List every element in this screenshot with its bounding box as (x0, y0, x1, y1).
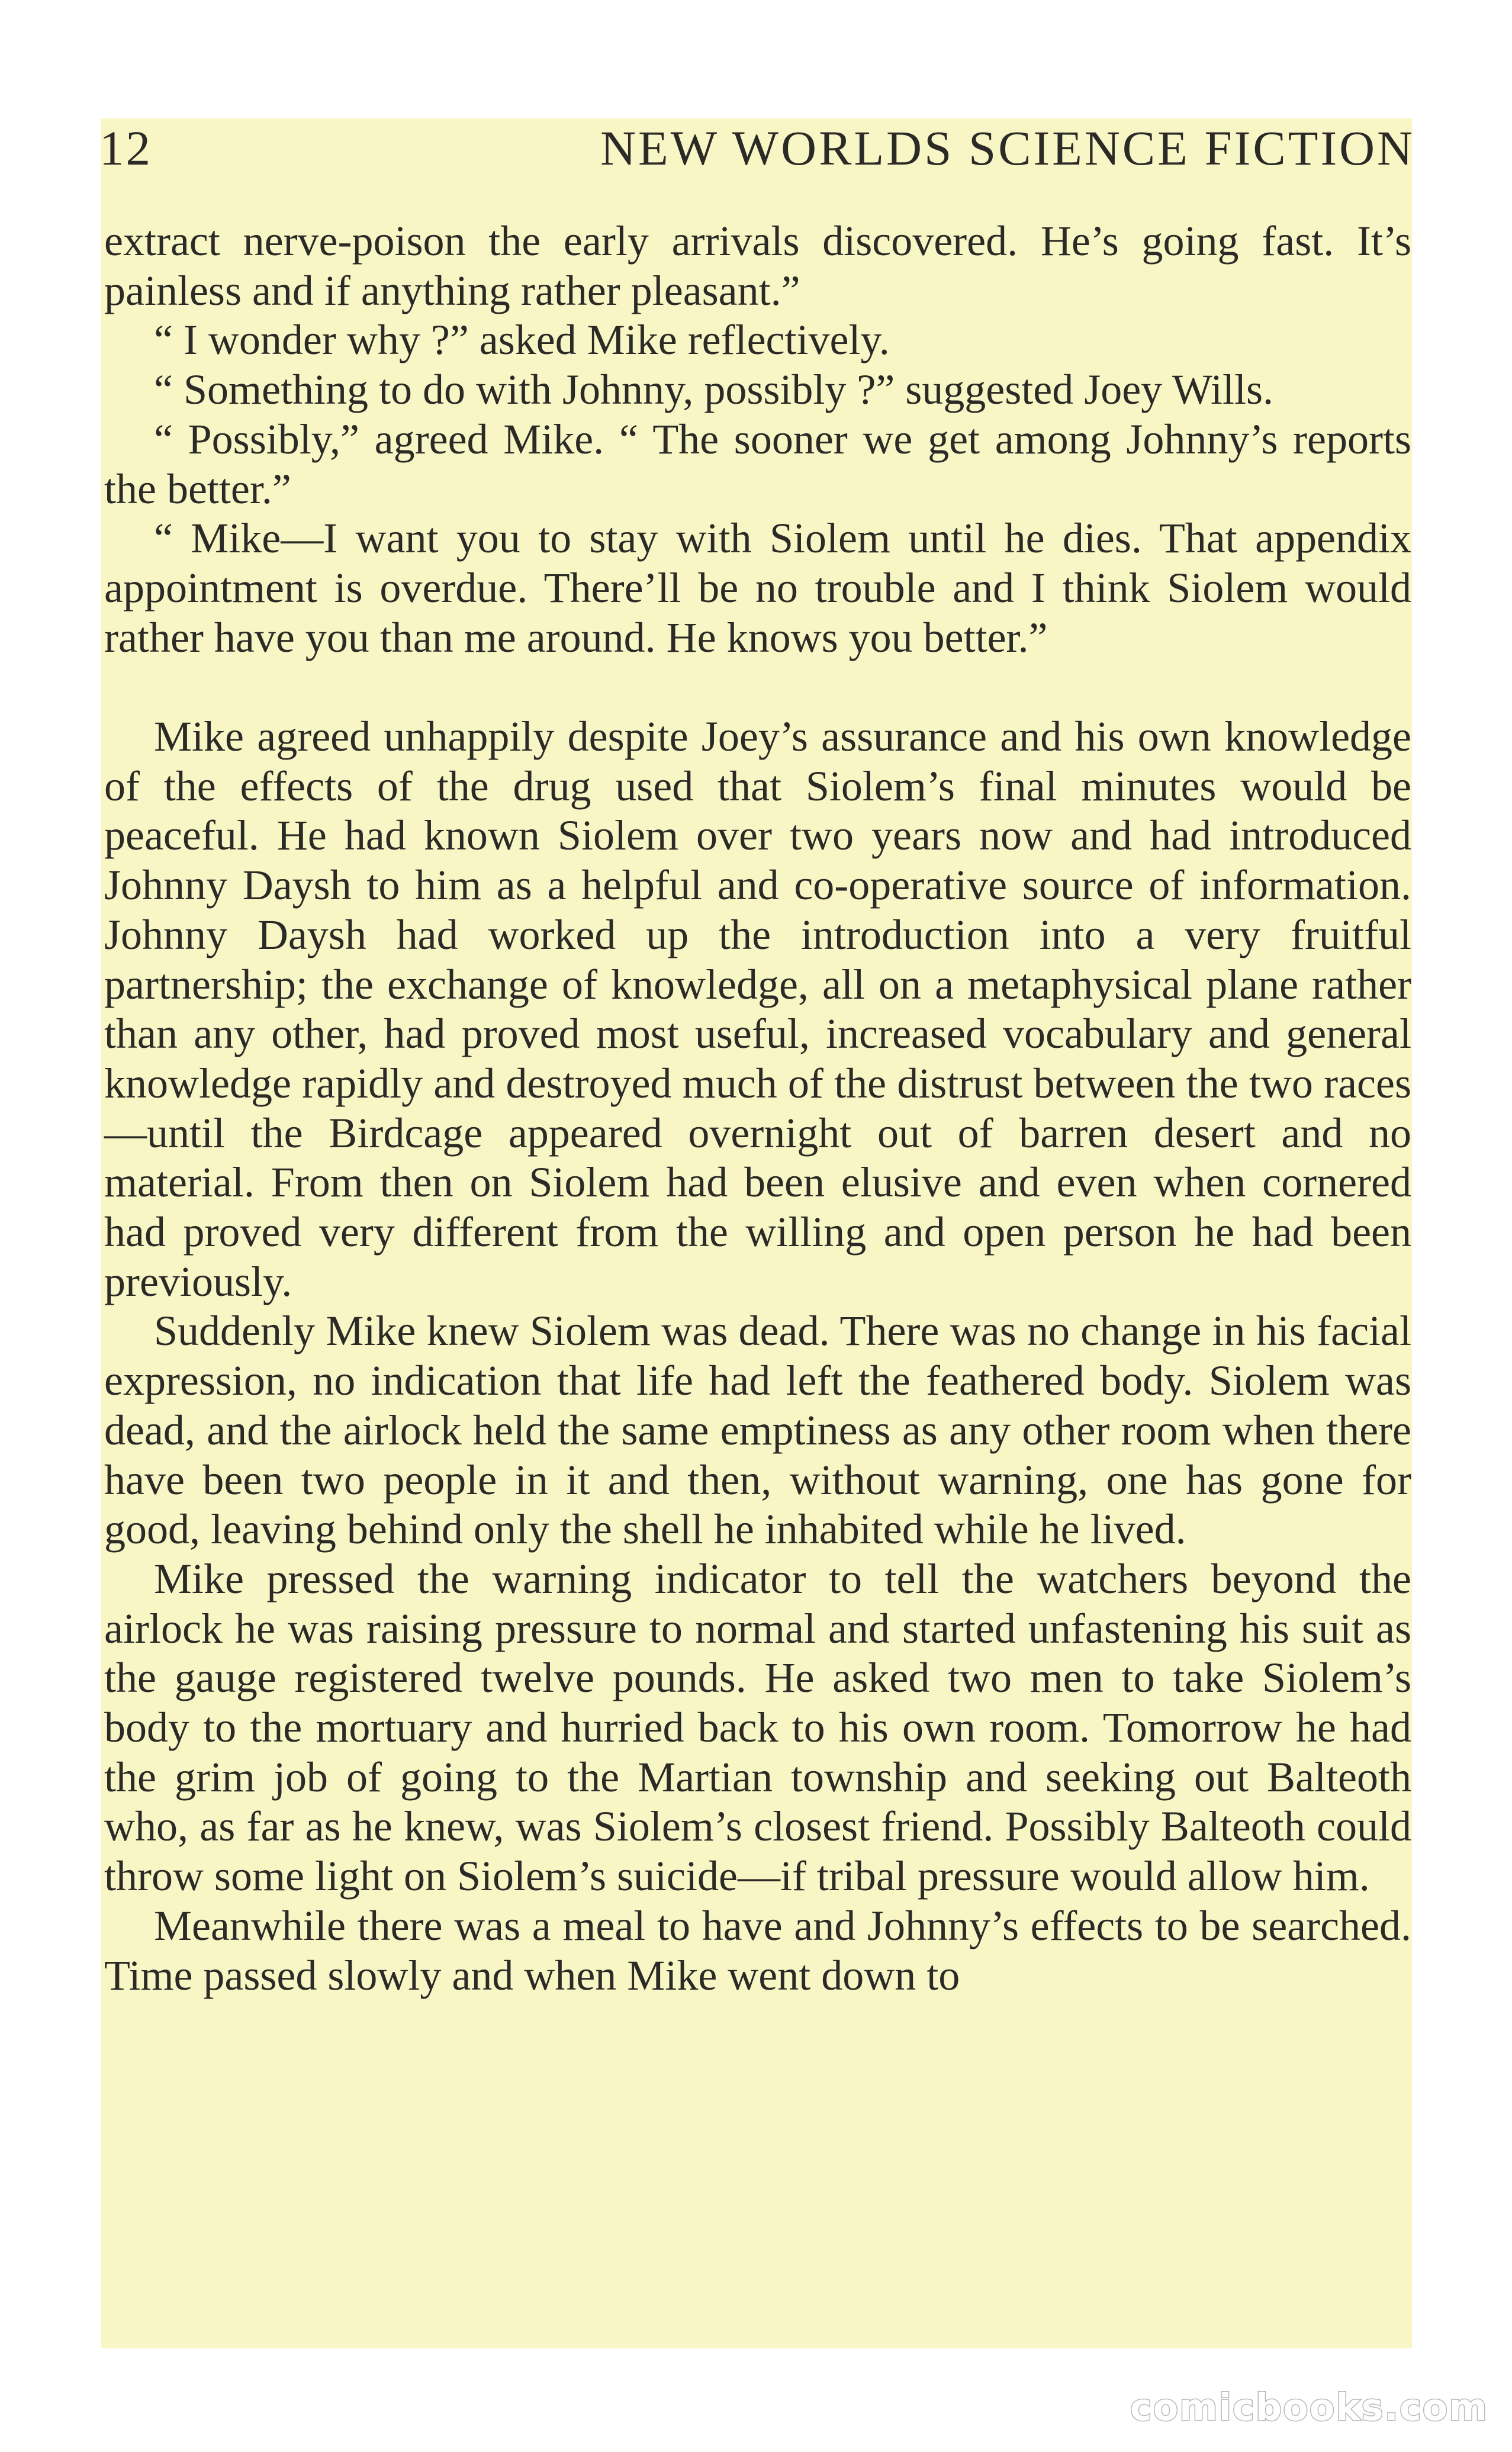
page-number: 12 (99, 121, 152, 175)
paragraph-continued: extract nerve-poison the early arrivals discovered. He’s going fast. It’s painless and if anything rather pleasant.” (104, 217, 1411, 314)
paragraph-dialogue: “ I wonder why ?” asked Mike reflectively. (154, 316, 890, 364)
paragraph: Mike pressed the warning indicator to tell the watchers beyond the airlock he was raising pressure to normal and started unfastening his suit as the gauge registered twelve pounds. He asked two men to take Siolem’s body to the mortuary and hurried back to his own room. Tomorrow he had the grim job of going to the Martian township and seeking out Balteoth who, as far as he knew, was Siolem’s closest friend. Possibly Balteoth could throw some light on Siolem’s suicide—if tribal pressure would allow him. (104, 1555, 1411, 1900)
paragraph: Meanwhile there was a meal to have and Johnny’s effects to be searched. Time passed slowly and when Mike went down to (104, 1901, 1411, 1999)
running-title: NEW WORLDS SCIENCE FICTION (600, 121, 1415, 175)
watermark: comicbooks.com (1130, 2386, 1488, 2429)
paragraph-dialogue: “ Possibly,” agreed Mike. “ The sooner we get among Johnny’s reports the better.” (104, 415, 1411, 513)
paragraph: Mike agreed unhappily despite Joey’s assurance and his own knowledge of the effects of the drug used that Siolem’s final minutes would be peaceful. He had known Siolem over two years now and had introduced Johnny Daysh to him as a helpful and co-operative source of information. Johnny Daysh had worked up the introduction into a very fruitful partnership; the exchange of knowledge, all on a metaphysical plane rather than any other, had proved most useful, increased vocabulary and general knowledge rapidly and destroyed much of the distrust between the two races—until the Birdcage appeared overnight out of barren desert and no material. From then on Siolem had been elusive and even when cornered had proved very different from the willing and open person he had been previously. (104, 713, 1411, 1305)
paragraph-dialogue: “ Mike—I want you to stay with Siolem until he dies. That appendix appointment is overdue. There’ll be no trouble and I think Siolem would rather have you than me around. He knows you better.” (104, 514, 1411, 661)
body-text (104, 217, 1411, 2000)
paragraph: Suddenly Mike knew Siolem was dead. There was no change in his facial expression, no indication that life had left the feathered body. Siolem was dead, and the airlock held the same emptiness as any other room when there have been two people in it and then, without warning, one has gone for good, leaving behind only the shell he inhabited while he lived. (104, 1307, 1411, 1553)
running-head (99, 115, 1415, 181)
paragraph-dialogue: “ Something to do with Johnny, possibly ?” suggested Joey Wills. (154, 366, 1274, 414)
